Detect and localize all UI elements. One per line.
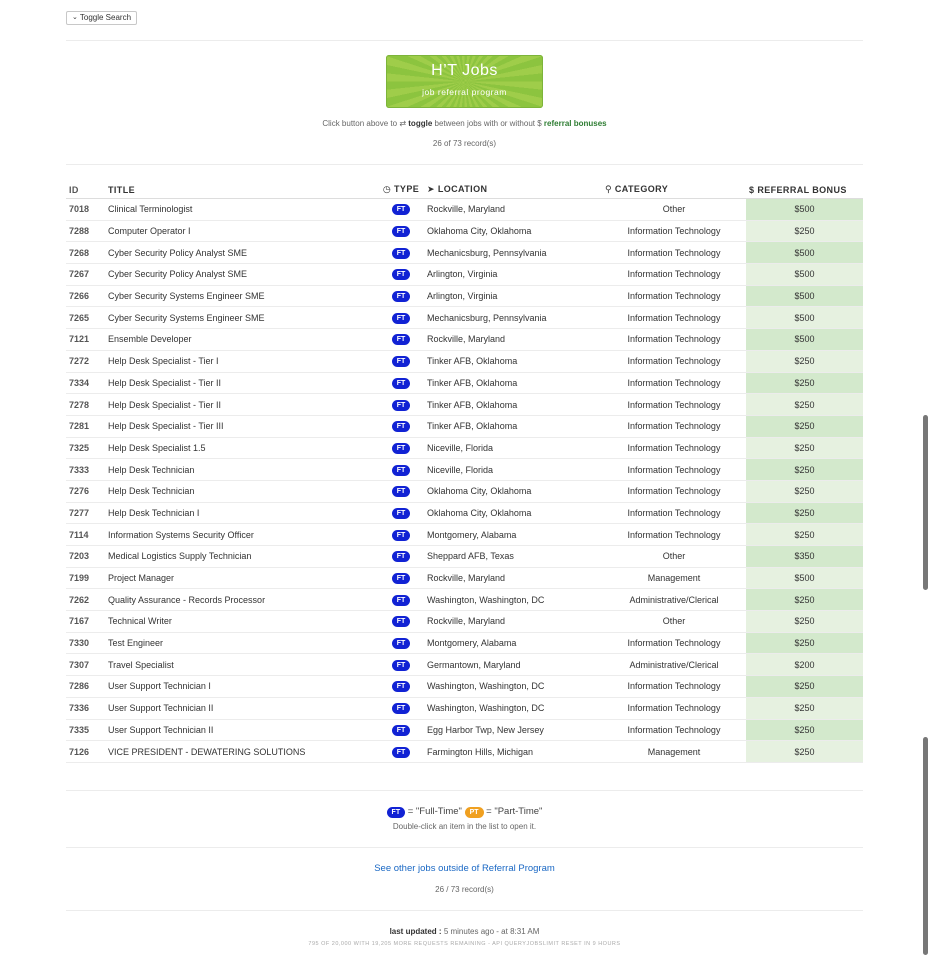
table-row[interactable]	[66, 654, 863, 676]
row-title: Computer Operator I	[102, 220, 378, 242]
row-id: 7203	[66, 546, 102, 568]
row-type-cell	[378, 415, 424, 437]
last-updated-label: last updated :	[389, 927, 442, 936]
chevron-down-icon: ⌄	[72, 14, 78, 21]
row-title: Help Desk Technician I	[102, 502, 378, 524]
last-updated-value: 5 minutes ago - at 8:31 AM	[443, 927, 540, 936]
row-type-cell	[378, 459, 424, 481]
ft-badge: FT	[392, 703, 411, 714]
row-bonus: $500	[746, 567, 863, 589]
table-row[interactable]	[66, 285, 863, 307]
toggle-hint	[66, 119, 863, 128]
table-row[interactable]	[66, 437, 863, 459]
row-location: Sheppard AFB, Texas	[424, 546, 602, 568]
row-location: Egg Harbor Twp, New Jersey	[424, 719, 602, 741]
row-title: Travel Specialist	[102, 654, 378, 676]
ft-badge: FT	[392, 573, 411, 584]
ft-badge: FT	[392, 595, 411, 606]
row-location: Rockville, Maryland	[424, 199, 602, 221]
banner-title: H’T Jobs	[431, 62, 498, 79]
row-location: Oklahoma City, Oklahoma	[424, 220, 602, 242]
row-title: User Support Technician II	[102, 719, 378, 741]
row-location: Rockville, Maryland	[424, 329, 602, 351]
row-title: Quality Assurance - Records Processor	[102, 589, 378, 611]
row-title: Cyber Security Policy Analyst SME	[102, 242, 378, 264]
row-bonus: $500	[746, 199, 863, 221]
row-location: Washington, Washington, DC	[424, 697, 602, 719]
row-category: Information Technology	[602, 307, 746, 329]
ft-badge: FT	[392, 530, 411, 541]
table-row[interactable]	[66, 350, 863, 372]
row-category: Information Technology	[602, 459, 746, 481]
other-jobs-row	[66, 863, 863, 874]
row-id: 7126	[66, 741, 102, 763]
row-bonus: $250	[746, 220, 863, 242]
row-category: Information Technology	[602, 285, 746, 307]
row-title: Information Systems Security Officer	[102, 524, 378, 546]
row-type-cell	[378, 350, 424, 372]
toggle-search-button[interactable]	[66, 11, 137, 25]
row-category: Information Technology	[602, 415, 746, 437]
col-header-category-label: CATEGORY	[614, 184, 669, 194]
row-type-cell	[378, 242, 424, 264]
row-bonus: $250	[746, 502, 863, 524]
row-title: Help Desk Specialist - Tier II	[102, 394, 378, 416]
col-header-title[interactable]: TITLE	[102, 181, 378, 199]
row-type-cell	[378, 567, 424, 589]
row-id: 7199	[66, 567, 102, 589]
row-location: Niceville, Florida	[424, 437, 602, 459]
hint-referral-word: referral bonuses	[543, 119, 607, 128]
ft-badge: FT	[392, 508, 411, 519]
row-category: Administrative/Clerical	[602, 654, 746, 676]
row-category: Information Technology	[602, 697, 746, 719]
row-type-cell	[378, 372, 424, 394]
table-row[interactable]	[66, 199, 863, 221]
row-category: Information Technology	[602, 350, 746, 372]
row-location: Tinker AFB, Oklahoma	[424, 350, 602, 372]
table-row[interactable]	[66, 524, 863, 546]
row-title: Medical Logistics Supply Technician	[102, 546, 378, 568]
row-category: Information Technology	[602, 437, 746, 459]
col-header-location-label: LOCATION	[437, 184, 488, 194]
row-location: Farmington Hills, Michigan	[424, 741, 602, 763]
row-category: Other	[602, 546, 746, 568]
row-type-cell	[378, 589, 424, 611]
ft-badge: FT	[392, 486, 411, 497]
row-title: Help Desk Technician	[102, 480, 378, 502]
row-category: Information Technology	[602, 502, 746, 524]
divider	[66, 164, 863, 165]
row-location: Arlington, Virginia	[424, 285, 602, 307]
dollar-icon: $	[749, 184, 755, 195]
record-count-bottom: 26 / 73 record(s)	[435, 885, 494, 894]
row-location: Washington, Washington, DC	[424, 676, 602, 698]
table-row[interactable]	[66, 372, 863, 394]
ft-badge: FT	[392, 421, 411, 432]
row-category: Management	[602, 741, 746, 763]
row-bonus: $500	[746, 307, 863, 329]
row-title: Help Desk Specialist - Tier II	[102, 372, 378, 394]
row-id: 7286	[66, 676, 102, 698]
row-id: 7121	[66, 329, 102, 351]
row-id: 7334	[66, 372, 102, 394]
col-header-type-label: TYPE	[394, 184, 420, 194]
pt-badge: PT	[465, 807, 484, 818]
ft-badge: FT	[392, 356, 411, 367]
ft-badge: FT	[387, 807, 406, 818]
row-type-cell	[378, 199, 424, 221]
row-category: Information Technology	[602, 242, 746, 264]
row-type-cell	[378, 480, 424, 502]
divider	[66, 847, 863, 848]
row-type-cell	[378, 264, 424, 286]
row-title: User Support Technician II	[102, 697, 378, 719]
row-type-cell	[378, 524, 424, 546]
row-bonus: $250	[746, 459, 863, 481]
record-count-top: 26 of 73 record(s)	[432, 139, 497, 148]
row-id: 7307	[66, 654, 102, 676]
col-header-bonus[interactable]	[746, 181, 863, 199]
scrollbar-thumb-secondary[interactable]	[923, 737, 928, 955]
row-location: Montgomery, Alabama	[424, 524, 602, 546]
row-category: Information Technology	[602, 524, 746, 546]
ft-badge: FT	[392, 291, 411, 302]
row-title: Help Desk Specialist - Tier I	[102, 350, 378, 372]
hint-prefix: Click button above to	[322, 119, 398, 128]
table-row[interactable]	[66, 415, 863, 437]
row-title: Project Manager	[102, 567, 378, 589]
ft-badge: FT	[392, 400, 411, 411]
row-title: Ensemble Developer	[102, 329, 378, 351]
row-location: Rockville, Maryland	[424, 567, 602, 589]
row-id: 7262	[66, 589, 102, 611]
row-title: VICE PRESIDENT - DEWATERING SOLUTIONS	[102, 741, 378, 763]
row-type-cell	[378, 632, 424, 654]
row-type-cell	[378, 329, 424, 351]
toggle-search-label: Toggle Search	[79, 13, 132, 22]
ft-badge: FT	[392, 551, 411, 562]
ft-badge: FT	[392, 334, 411, 345]
table-row[interactable]	[66, 741, 863, 763]
table-row[interactable]	[66, 697, 863, 719]
row-category: Information Technology	[602, 480, 746, 502]
row-title: Help Desk Specialist 1.5	[102, 437, 378, 459]
row-title: Technical Writer	[102, 611, 378, 633]
row-location: Oklahoma City, Oklahoma	[424, 480, 602, 502]
row-location: Tinker AFB, Oklahoma	[424, 415, 602, 437]
col-header-location[interactable]	[424, 181, 602, 199]
ft-badge: FT	[392, 747, 411, 758]
row-type-cell	[378, 437, 424, 459]
row-title: Cyber Security Systems Engineer SME	[102, 285, 378, 307]
ft-badge: FT	[392, 638, 411, 649]
row-id: 7272	[66, 350, 102, 372]
row-title: Test Engineer	[102, 632, 378, 654]
banner-subtitle: job referral program	[422, 87, 507, 97]
row-id: 7335	[66, 719, 102, 741]
table-row[interactable]	[66, 611, 863, 633]
dollar-icon: $	[537, 119, 542, 128]
row-location: Rockville, Maryland	[424, 611, 602, 633]
divider	[66, 790, 863, 791]
row-id: 7265	[66, 307, 102, 329]
row-type-cell	[378, 307, 424, 329]
row-bonus: $250	[746, 611, 863, 633]
ft-badge: FT	[392, 443, 411, 454]
ft-badge: FT	[392, 725, 411, 736]
table-row[interactable]	[66, 459, 863, 481]
table-header-row	[66, 181, 863, 199]
row-location: Mechanicsburg, Pennsylvania	[424, 307, 602, 329]
row-bonus: $250	[746, 632, 863, 654]
row-type-cell	[378, 220, 424, 242]
row-category: Other	[602, 199, 746, 221]
table-row[interactable]	[66, 394, 863, 416]
row-location: Mechanicsburg, Pennsylvania	[424, 242, 602, 264]
row-location: Tinker AFB, Oklahoma	[424, 394, 602, 416]
ft-badge: FT	[392, 269, 411, 280]
table-row[interactable]	[66, 676, 863, 698]
tag-icon: ⚲	[605, 184, 612, 194]
table-row[interactable]	[66, 264, 863, 286]
row-title: Cyber Security Systems Engineer SME	[102, 307, 378, 329]
row-bonus: $250	[746, 372, 863, 394]
ft-badge: FT	[392, 616, 411, 627]
col-header-type[interactable]	[378, 181, 424, 199]
row-id: 7268	[66, 242, 102, 264]
divider	[66, 40, 863, 41]
row-location: Arlington, Virginia	[424, 264, 602, 286]
row-id: 7330	[66, 632, 102, 654]
row-category: Other	[602, 611, 746, 633]
row-bonus: $250	[746, 589, 863, 611]
table-row[interactable]	[66, 220, 863, 242]
api-limit-note: 795 OF 20,000 WITH 19,205 MORE REQUESTS REMAINING - API QUERYJOBSLIMIT RESET IN 9 HOURS	[308, 941, 621, 947]
table-row[interactable]	[66, 546, 863, 568]
table-row[interactable]	[66, 589, 863, 611]
shuffle-icon: ⇄	[399, 119, 407, 128]
row-location: Oklahoma City, Oklahoma	[424, 502, 602, 524]
row-bonus: $250	[746, 480, 863, 502]
col-header-id[interactable]: ID	[66, 181, 102, 199]
table-row[interactable]	[66, 307, 863, 329]
pt-legend-text: = "Part-Time"	[486, 806, 543, 817]
ft-badge: FT	[392, 378, 411, 389]
ft-badge: FT	[392, 681, 411, 692]
row-location: Tinker AFB, Oklahoma	[424, 372, 602, 394]
row-bonus: $250	[746, 719, 863, 741]
ft-badge: FT	[392, 660, 411, 671]
col-header-category[interactable]	[602, 181, 746, 199]
row-type-cell	[378, 285, 424, 307]
hot-jobs-banner-button[interactable]	[386, 55, 543, 108]
row-id: 7281	[66, 415, 102, 437]
row-title: User Support Technician I	[102, 676, 378, 698]
row-bonus: $250	[746, 676, 863, 698]
row-bonus: $500	[746, 264, 863, 286]
row-location: Germantown, Maryland	[424, 654, 602, 676]
row-type-cell	[378, 502, 424, 524]
scrollbar-thumb[interactable]	[923, 415, 928, 590]
hint-toggle-word: toggle	[408, 119, 433, 128]
row-type-cell	[378, 676, 424, 698]
row-bonus: $250	[746, 437, 863, 459]
row-bonus: $350	[746, 546, 863, 568]
row-id: 7278	[66, 394, 102, 416]
ft-badge: FT	[392, 226, 411, 237]
row-type-cell	[378, 611, 424, 633]
location-arrow-icon: ➤	[427, 184, 435, 194]
table-row[interactable]	[66, 480, 863, 502]
row-bonus: $250	[746, 524, 863, 546]
row-id: 7018	[66, 199, 102, 221]
hint-middle: between jobs with or without	[434, 119, 535, 128]
row-category: Administrative/Clerical	[602, 589, 746, 611]
row-id: 7167	[66, 611, 102, 633]
row-bonus: $200	[746, 654, 863, 676]
row-category: Information Technology	[602, 329, 746, 351]
row-id: 7277	[66, 502, 102, 524]
row-category: Information Technology	[602, 394, 746, 416]
row-bonus: $250	[746, 697, 863, 719]
row-id: 7288	[66, 220, 102, 242]
row-bonus: $250	[746, 741, 863, 763]
row-bonus: $500	[746, 285, 863, 307]
divider	[66, 910, 863, 911]
table-row[interactable]	[66, 719, 863, 741]
type-legend	[66, 806, 863, 818]
row-title: Clinical Terminologist	[102, 199, 378, 221]
jobs-table-body	[66, 199, 863, 763]
row-type-cell	[378, 654, 424, 676]
row-id: 7333	[66, 459, 102, 481]
ft-badge: FT	[392, 465, 411, 476]
table-row[interactable]	[66, 567, 863, 589]
row-title: Cyber Security Policy Analyst SME	[102, 264, 378, 286]
table-row[interactable]	[66, 502, 863, 524]
row-category: Information Technology	[602, 632, 746, 654]
jobs-table	[66, 181, 863, 763]
row-category: Information Technology	[602, 372, 746, 394]
row-title: Help Desk Specialist - Tier III	[102, 415, 378, 437]
col-header-bonus-label: REFERRAL BONUS	[757, 184, 847, 195]
ft-legend-text: = "Full-Time"	[407, 806, 462, 817]
row-id: 7266	[66, 285, 102, 307]
table-row[interactable]	[66, 242, 863, 264]
row-bonus: $250	[746, 394, 863, 416]
row-type-cell	[378, 741, 424, 763]
row-bonus: $500	[746, 329, 863, 351]
row-location: Washington, Washington, DC	[424, 589, 602, 611]
row-title: Help Desk Technician	[102, 459, 378, 481]
row-bonus: $250	[746, 415, 863, 437]
row-id: 7336	[66, 697, 102, 719]
row-category: Information Technology	[602, 220, 746, 242]
row-location: Montgomery, Alabama	[424, 632, 602, 654]
row-bonus: $500	[746, 242, 863, 264]
ft-badge: FT	[392, 248, 411, 259]
ft-badge: FT	[392, 204, 411, 215]
row-id: 7114	[66, 524, 102, 546]
double-click-note: Double-click an item in the list to open it.	[392, 822, 537, 831]
clock-icon: ◷	[382, 184, 392, 194]
row-location: Niceville, Florida	[424, 459, 602, 481]
row-category: Information Technology	[602, 676, 746, 698]
row-type-cell	[378, 394, 424, 416]
other-jobs-link[interactable]: See other jobs outside of Referral Program	[374, 863, 555, 874]
last-updated	[66, 927, 863, 936]
row-type-cell	[378, 697, 424, 719]
row-id: 7267	[66, 264, 102, 286]
table-row[interactable]	[66, 329, 863, 351]
row-category: Management	[602, 567, 746, 589]
row-type-cell	[378, 719, 424, 741]
row-category: Information Technology	[602, 264, 746, 286]
table-row[interactable]	[66, 632, 863, 654]
ft-badge: FT	[392, 313, 411, 324]
row-bonus: $250	[746, 350, 863, 372]
row-type-cell	[378, 546, 424, 568]
row-id: 7325	[66, 437, 102, 459]
row-id: 7276	[66, 480, 102, 502]
row-category: Information Technology	[602, 719, 746, 741]
